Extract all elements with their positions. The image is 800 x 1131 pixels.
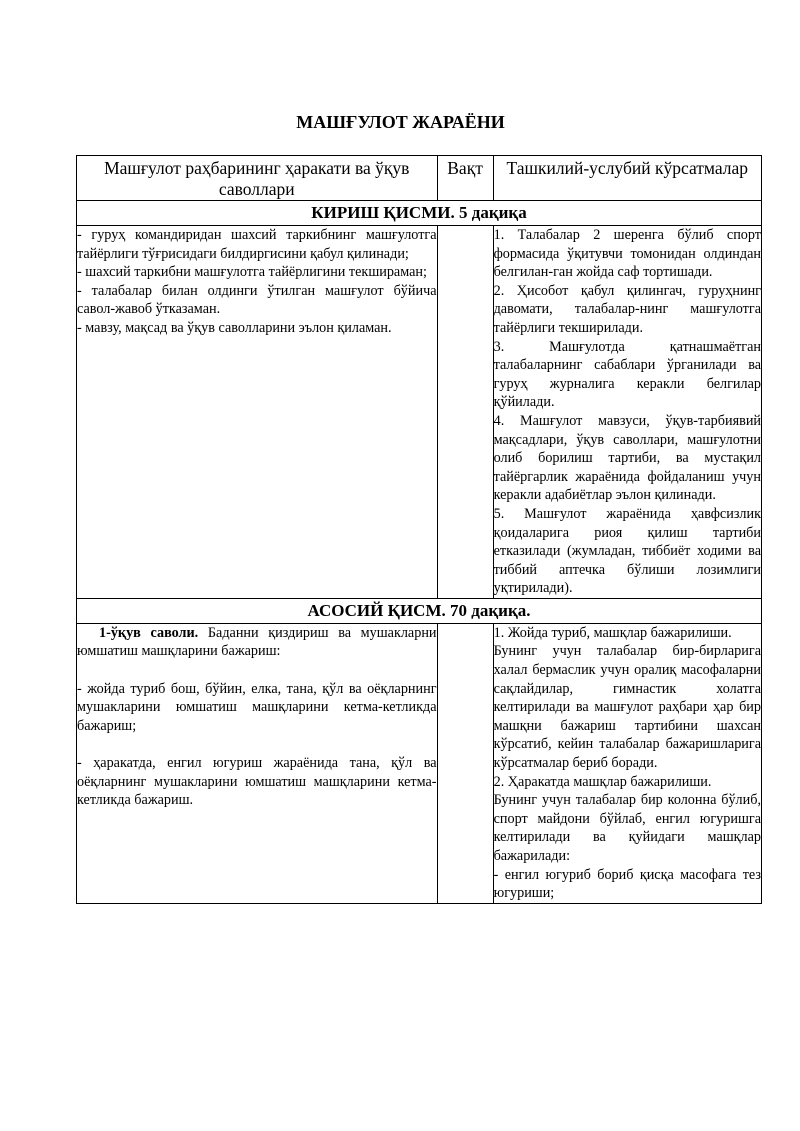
section-main-row <box>77 623 762 903</box>
main-guidelines-cell <box>493 623 761 903</box>
table-header-row <box>77 156 762 201</box>
main-time-cell <box>437 623 493 903</box>
list-item: Бунинг учун талабалар бир-бирларига халал бермаслик учун оралиқ масофаларни сақлайдилар, гимнастик холатга келтирилади ва машғулот раҳбари ҳар бир машқни бажариш тартибини шахсан кўрсатиб, кейин талабалар бажаришларига кўрсатмалар бериб боради. <box>493 643 761 772</box>
list-item: - талабалар билан олдинги ўтилган машғулот бўйича савол-жавоб ўтказаман. <box>77 282 437 318</box>
list-item: - ҳаракатда, енгил югуриш жараёнида тана, қўл ва оёқларнинг мушакларини юмшатиш машқларини кетма-кетликда бажариш. <box>77 755 437 809</box>
list-item: 1. Талабалар 2 шеренга бўлиб спорт формасида ўқитувчи томонидан олдиндан белгилан-ган жойда саф тортишади. <box>493 227 761 281</box>
list-item: Бунинг учун талабалар бир колонна бўлиб, спорт майдони бўйлаб, енгил югуришга келтирилади ва қуйидаги машқлар бажарилади: <box>493 792 761 864</box>
page-title: МАШҒУЛОТ ЖАРАЁНИ <box>296 112 505 132</box>
header-time: Вақт <box>437 156 493 201</box>
lesson-table <box>76 155 762 904</box>
list-item: - енгил югуриб бориб қисқа масофага тез югуриши; <box>493 866 761 902</box>
question-text: Баданни қиздириш ва мушакларни юмшатиш машқларини бажариш: <box>77 624 437 660</box>
list-item: 1. Жойда туриб, машқлар бажарилиши. <box>493 624 732 641</box>
list-item: 5. Машғулот жараёнида ҳавфсизлик қоидаларига риоя қилиш тартиби етказилади (жумладан, тиббиёт ходими ва тиббий аптечка бўлиши лозимлиги уқтирилади). <box>493 505 761 597</box>
main-actions-cell <box>77 623 438 903</box>
intro-time-cell <box>437 226 493 599</box>
section-intro-row <box>77 226 762 599</box>
header-actions: Машғулот раҳбарининг ҳаракати ва ўқув саволлари <box>77 156 438 201</box>
list-item: 2. Ҳисобот қабул қилингач, гуруҳнинг давомати, талабалар-нинг машғулотга тайёрлиги текширилади. <box>493 282 761 336</box>
list-item: - шахсий таркибни машғулотга тайёрлигини текшираман; <box>77 264 427 281</box>
list-item: - жойда туриб бош, бўйин, елка, тана, қўл ва оёқларнинг мушакларини юмшатиш машқларини кетма-кетликда бажариш; <box>77 680 437 734</box>
section-intro-heading: КИРИШ ҚИСМИ. 5 дақиқа <box>77 201 762 226</box>
list-item: - гуруҳ командиридан шахсий таркибнинг машғулотга тайёрлиги тўғрисидаги билдиргисини қабул қилинади; <box>77 227 437 262</box>
section-main-heading: АСОСИЙ ҚИСМ. 70 дақиқа. <box>77 598 762 623</box>
list-item: 3. Машғулотда қатнашмаётган талабаларнинг сабаблари ўрганилади ва гуруҳ журналига керакли белгилар қўйилади. <box>493 338 761 411</box>
list-item: 4. Машғулот мавзуси, ўқув-тарбиявий мақсадлари, ўқув саволлари, машғулотни олиб борилиш тартиби, ва мустақил тайёргарлик жараёнида фойдаланиш учун керакли адабиётлар эълон қилинади. <box>493 412 761 504</box>
intro-actions-cell <box>77 226 438 599</box>
list-item: - мавзу, мақсад ва ўқув саволларини эълон қиламан. <box>77 319 392 336</box>
list-item: 2. Ҳаракатда машқлар бажарилиши. <box>493 773 712 790</box>
header-guidelines: Ташкилий-услубий кўрсатмалар <box>493 156 761 201</box>
intro-guidelines-cell <box>493 226 761 599</box>
question-label: 1-ўқув саволи. <box>99 624 199 641</box>
question-paragraph <box>77 624 437 661</box>
